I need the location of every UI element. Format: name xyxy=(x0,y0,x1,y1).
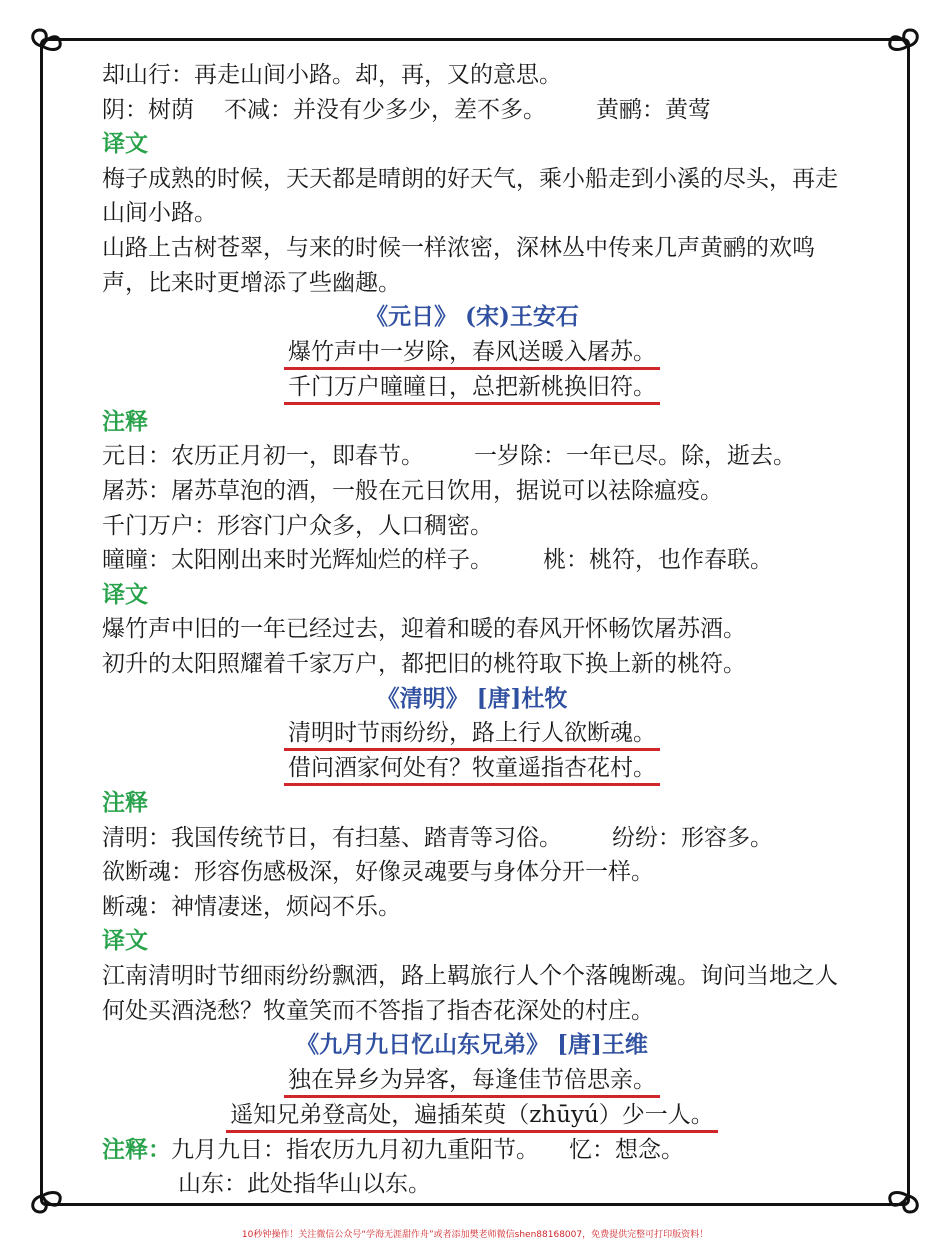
translation-heading: 译文 xyxy=(102,130,148,158)
note-text: 清明：我国传统节日，有扫墓、踏青等习俗。 xyxy=(102,824,562,851)
note-text: 欲断魂：形容伤感极深，好像灵魂要与身体分开一样。 xyxy=(102,859,654,886)
poem-line-text: 爆竹声中一岁除，春风送暖入屠苏。 xyxy=(284,337,660,370)
poem-line xyxy=(102,751,842,786)
poem-line xyxy=(102,370,842,405)
text-line: 却山行：再走山间小路。却，再，又的意思。 xyxy=(102,62,562,88)
poem-line-text: 清明时节雨纷纷，路上行人欲断魂。 xyxy=(284,718,660,751)
note-text: 九月九日：指农历九月初九重阳节。 xyxy=(171,1136,539,1163)
notes-heading: 注释 xyxy=(102,407,148,435)
text-line xyxy=(102,439,842,474)
poem-line xyxy=(102,1063,842,1098)
note-text: 桃：桃符，也作春联。 xyxy=(543,547,773,574)
poem-line xyxy=(102,716,842,751)
notes-heading: 注释 xyxy=(102,789,148,817)
note-text: 千门万户：形容门户众多，人口稠密。 xyxy=(102,512,493,539)
poem-line-text: 独在异乡为异客，每逢佳节倍思亲。 xyxy=(284,1065,660,1098)
note-text: 不减：并没有少多少，差不多。 xyxy=(224,96,546,123)
translation-paragraph: 梅子成熟的时候，天天都是晴朗的好天气，乘小船走到小溪的尽头，再走山间小路。 xyxy=(102,165,838,227)
translation-heading: 译文 xyxy=(102,927,148,955)
corner-ornament-top-left xyxy=(28,26,72,70)
note-text: 一岁除：一年已尽。除，逝去。 xyxy=(474,443,796,470)
poem-line-text: 千门万户曈曈日，总把新桃换旧符。 xyxy=(284,372,660,405)
note-text: 阴：树荫 xyxy=(102,96,194,123)
note-text: 元日：农历正月初一，即春节。 xyxy=(102,443,424,470)
translation-paragraph: 江南清明时节细雨纷纷飘洒，路上羁旅行人个个落魄断魂。询问当地之人何处买酒浇愁？牧童笑而不答指了指杏花深处的村庄。 xyxy=(102,963,838,1024)
corner-ornament-top-right xyxy=(878,26,922,70)
translation-text: 初升的太阳照耀着千家万户，都把旧的桃符取下换上新的桃符。 xyxy=(102,650,746,677)
note-text: 山东：此处指华山以东。 xyxy=(178,1171,431,1198)
poem-line xyxy=(102,335,842,370)
translation-heading: 译文 xyxy=(102,580,148,608)
note-text: 黄鹂：黄莺 xyxy=(596,96,711,123)
document-content xyxy=(102,58,842,1202)
poem-line xyxy=(102,1098,842,1133)
note-text: 纷纷：形容多。 xyxy=(612,824,773,851)
footer-notice: 10秒钟操作！关注微信公众号“学海无涯甜作舟”或者添加樊老师微信shen88168007，免费提供完整可打印版资料！ xyxy=(241,1230,709,1240)
text-line xyxy=(102,543,842,578)
text-line xyxy=(102,93,842,128)
note-text: 屠苏：屠苏草泡的酒，一般在元日饮用，据说可以祛除瘟疫。 xyxy=(102,477,723,504)
poem-title-qingming: 《清明》 [唐]杜牧 xyxy=(376,684,568,712)
poem-line-text: 借问酒家何处有？牧童遥指杏花村。 xyxy=(284,753,660,786)
corner-ornament-bottom-left xyxy=(28,1172,72,1216)
text-line xyxy=(102,821,842,856)
poem-title-yuanri: 《元日》 (宋)王安石 xyxy=(365,303,579,331)
note-text: 断魂：神情凄迷，烦闷不乐。 xyxy=(102,893,401,920)
poem-line-text: 遥知兄弟登高处，遍插茱萸（zhūyú）少一人。 xyxy=(226,1100,718,1133)
text-line xyxy=(102,1133,842,1168)
translation-text: 爆竹声中旧的一年已经过去，迎着和暖的春风开怀畅饮屠苏酒。 xyxy=(102,616,746,643)
note-text: 忆：想念。 xyxy=(569,1136,684,1163)
poem-title-jiuyue: 《九月九日忆山东兄弟》 [唐]王维 xyxy=(296,1031,648,1059)
notes-heading: 注释： xyxy=(102,1135,171,1163)
translation-paragraph: 山路上古树苍翠，与来的时候一样浓密，深林丛中传来几声黄鹂的欢鸣声，比来时更增添了些幽趣。 xyxy=(102,234,815,296)
note-text: 曈曈：太阳刚出来时光辉灿烂的样子。 xyxy=(102,547,493,574)
corner-ornament-bottom-right xyxy=(878,1172,922,1216)
